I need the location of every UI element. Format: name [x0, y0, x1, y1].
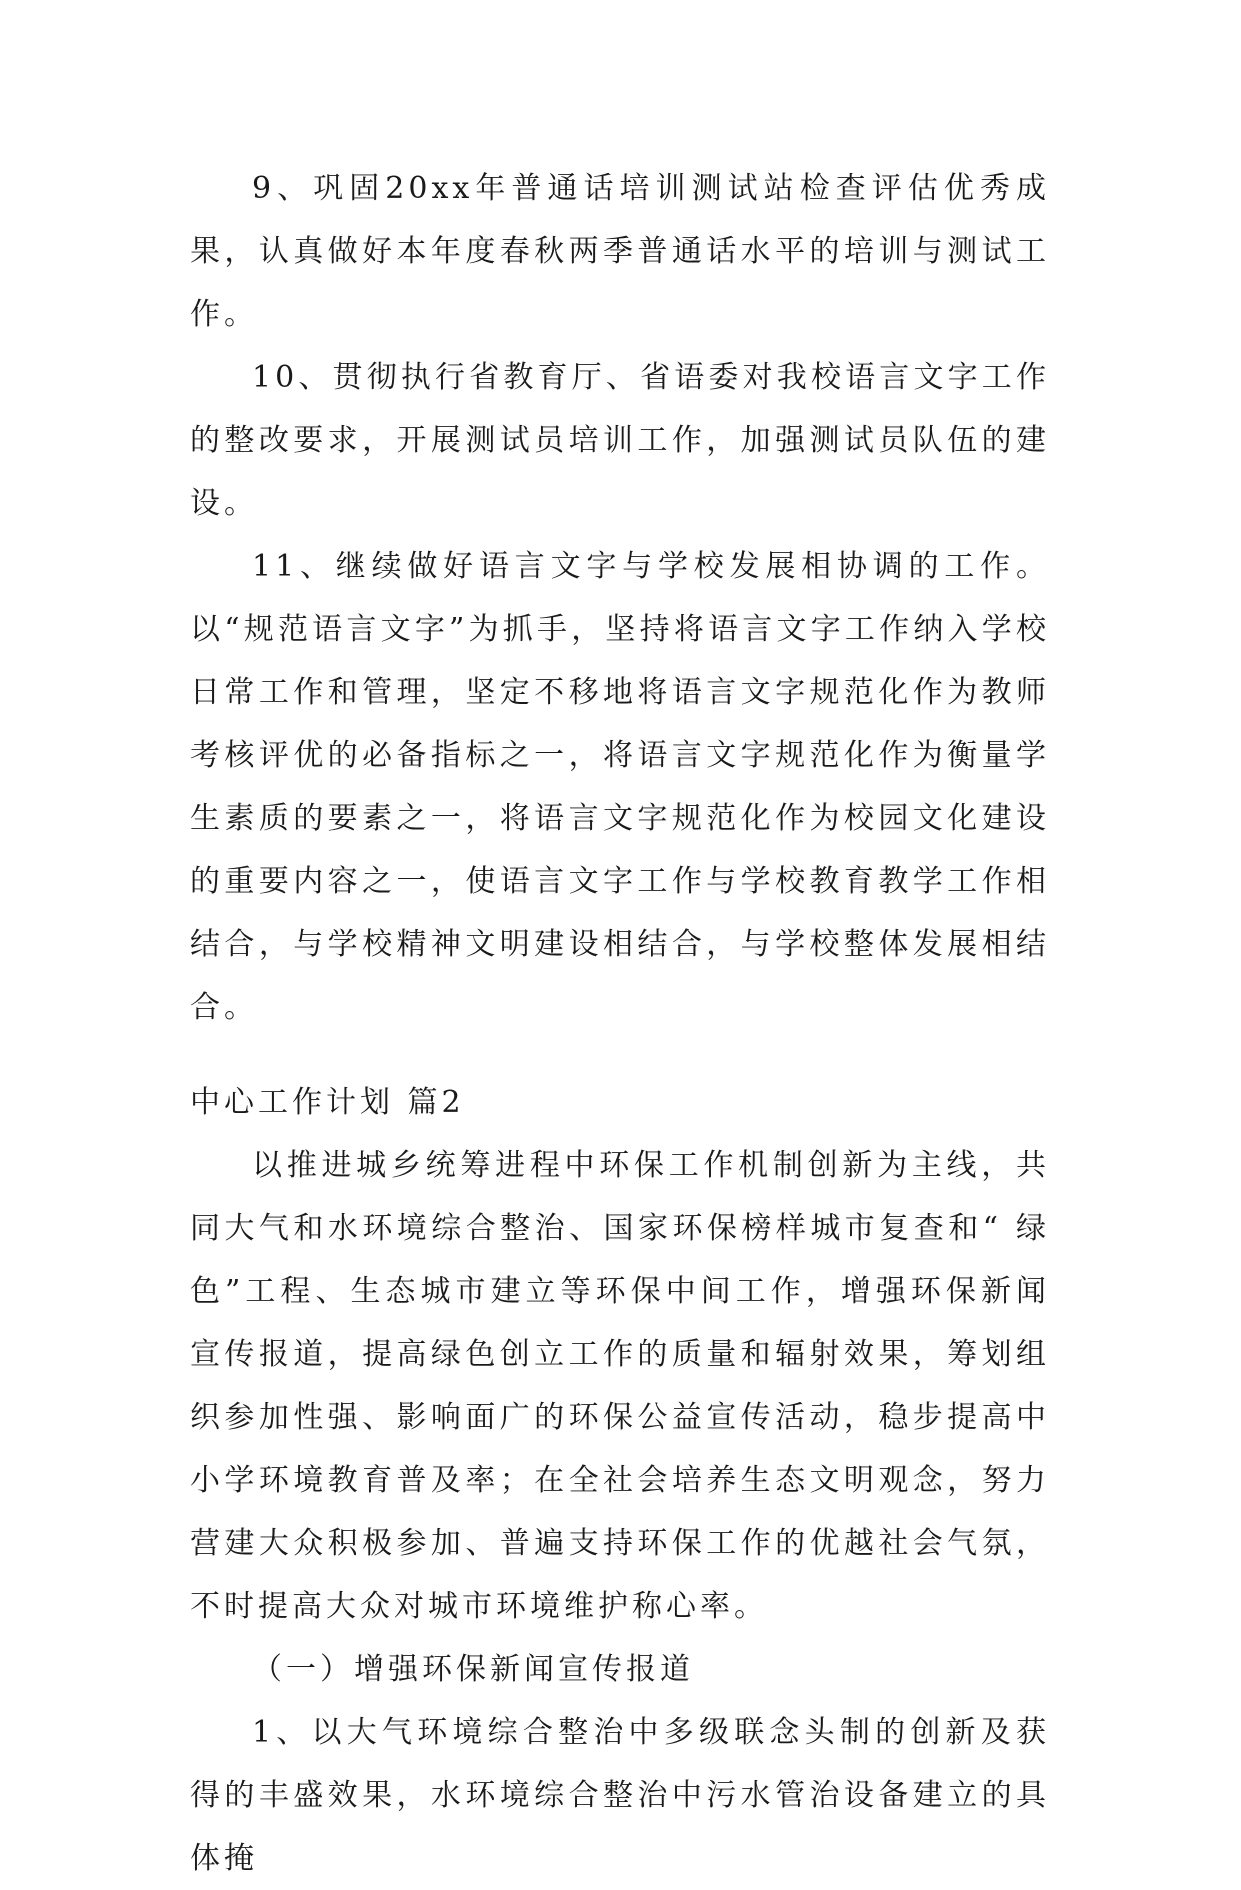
paragraph-item-11: 11、继续做好语言文字与学校发展相协调的工作。以“规范语言文字”为抓手，坚持将语言文字工作纳入学校日常工作和管理，坚定不移地将语言文字规范化作为教师考核评优的必备指标之一，将语言文字规范化作为衡量学生素质的要素之一，将语言文字规范化作为校园文化建设的重要内容之一，使语言文字工作与学校教育教学工作相结合，与学校精神文明建设相结合，与学校整体发展相结合。 [190, 549, 1050, 1025]
section-title: 中心工作计划 篇2 [190, 1085, 465, 1120]
paragraph-item-10: 10、贯彻执行省教育厅、省语委对我校语言文字工作的整改要求，开展测试员培训工作，加强测试员队伍的建设。 [190, 360, 1050, 521]
document-body [190, 157, 1050, 1890]
list-item-1: 1、以大气环境综合整治中多级联念头制的创新及获得的丰盛效果，水环境综合整治中污水管治设备建立的具体掩 [190, 1715, 1050, 1876]
intro-paragraph: 以推进城乡统筹进程中环保工作机制创新为主线，共同大气和水环境综合整治、国家环保榜样城市复查和“ 绿色”工程、生态城市建立等环保中间工作，增强环保新闻宣传报道，提高绿色创立工作的质量和辐射效果，筹划组织参加性强、影响面广的环保公益宣传活动，稳步提高中小学环境教育普及率；在全社会培养生态文明观念，努力营建大众积极参加、普遍支持环保工作的优越社会气氛，不时提高大众对城市环境维护称心率。 [190, 1148, 1050, 1624]
paragraph-item-9: 9、巩固20xx年普通话培训测试站检查评估优秀成果，认真做好本年度春秋两季普通话水平的培训与测试工作。 [190, 171, 1050, 332]
subsection-title: （一）增强环保新闻宣传报道 [252, 1652, 694, 1687]
